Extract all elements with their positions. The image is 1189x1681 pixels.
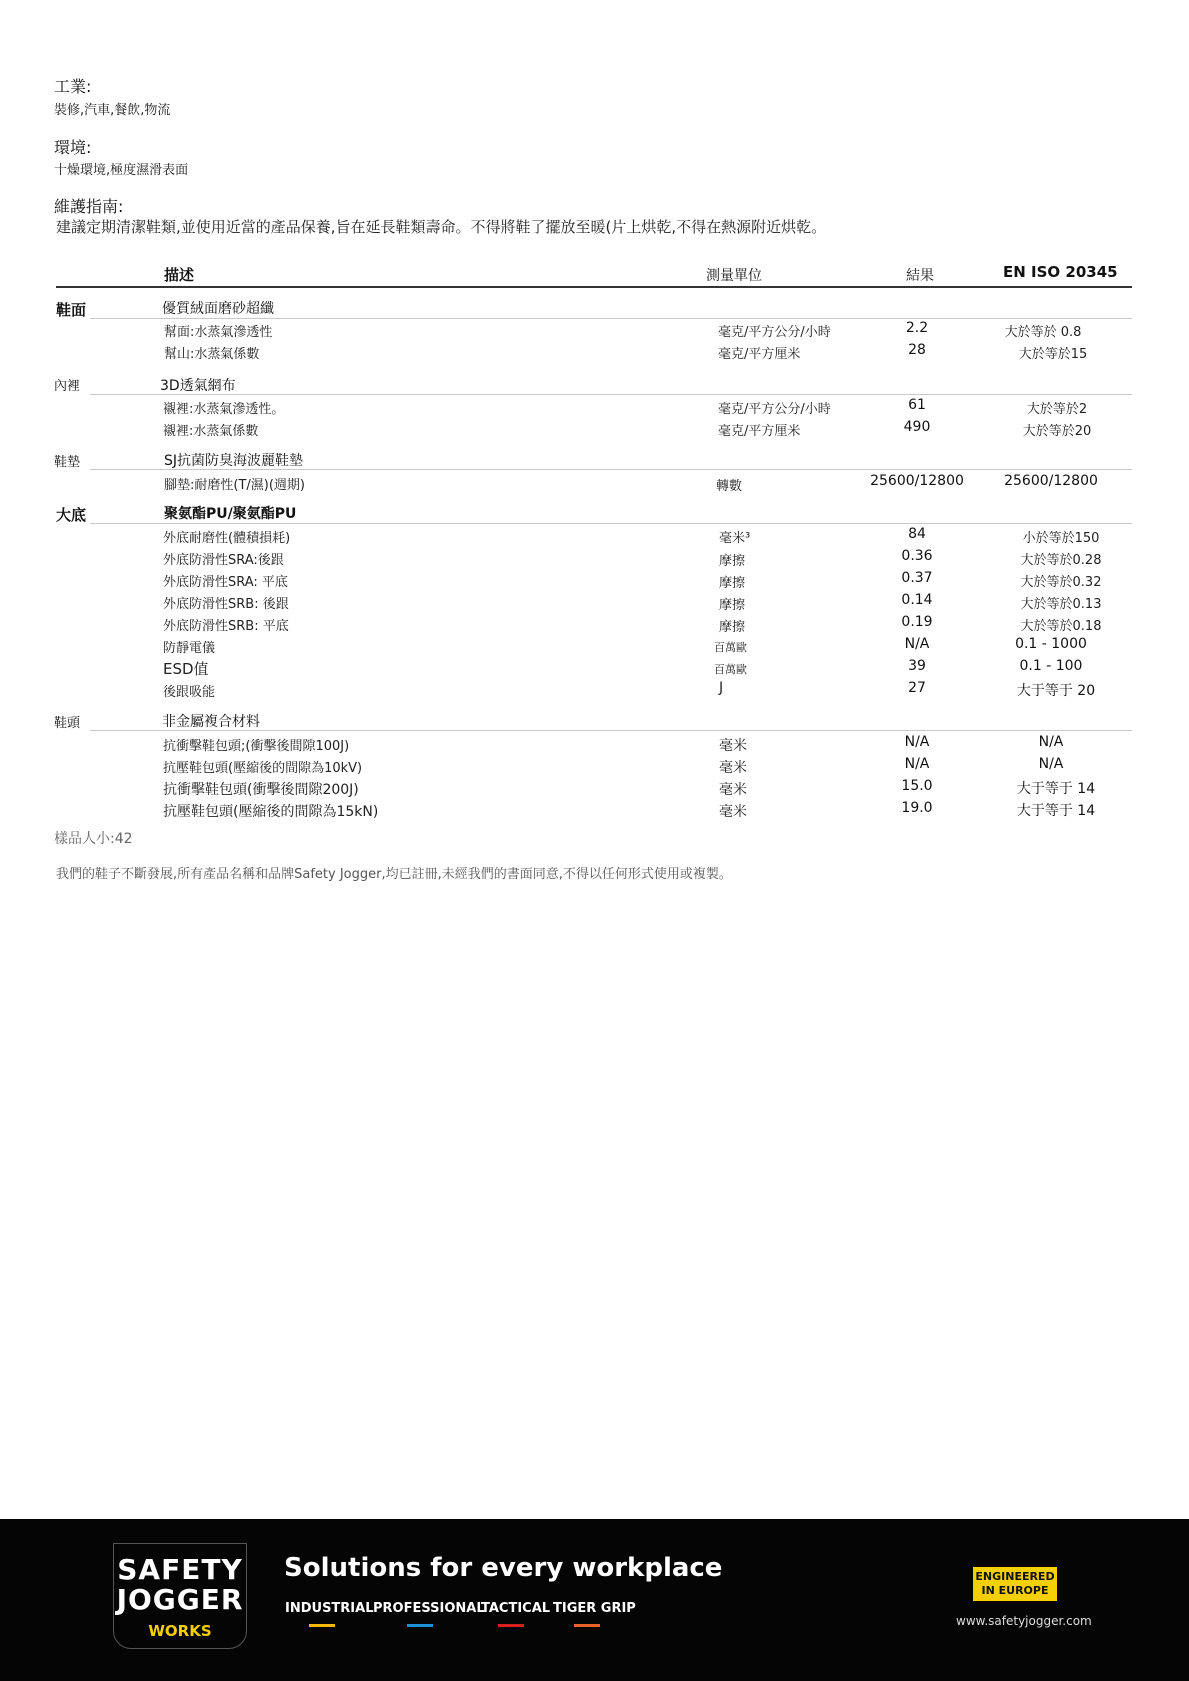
nav-professional-underline — [407, 1624, 433, 1627]
nav-tactical[interactable]: TACTICAL — [481, 1601, 551, 1616]
header-description: 描述 — [164, 266, 195, 284]
row-desc: ESD值 — [163, 660, 209, 678]
material-upper: 優質絨面磨砂超纖 — [162, 301, 274, 317]
row-result: 25600/12800 — [870, 473, 964, 489]
row-unit: 毫米 — [719, 804, 747, 820]
row-result: 490 — [903, 419, 931, 435]
row-desc: 外底防滑性SRB: 平底 — [163, 619, 289, 634]
nav-industrial-underline — [309, 1624, 335, 1627]
row-standard: 大於等於0.32 — [1020, 575, 1102, 590]
row-standard: 大於等於0.13 — [1020, 597, 1102, 612]
category-toecap: 鞋頭 — [54, 716, 81, 731]
website-link[interactable]: www.safetyjogger.com — [956, 1614, 1092, 1628]
row-standard: 大於等於20 — [1022, 424, 1092, 439]
logo-text-line2: JOGGER — [116, 1583, 244, 1616]
row-result: N/A — [904, 734, 930, 750]
row-standard: N/A — [1038, 756, 1064, 772]
section-rule — [90, 318, 1132, 319]
row-desc: 防靜電儀 — [163, 641, 216, 656]
row-desc: 外底防滑性SRA:後跟 — [163, 553, 284, 568]
row-unit: 摩擦 — [719, 598, 746, 613]
row-standard: 0.1 - 100 — [1019, 658, 1083, 674]
row-unit: 百萬歐 — [714, 663, 747, 676]
section-rule — [90, 730, 1132, 731]
badge-line1: ENGINEERED — [975, 1570, 1055, 1583]
row-desc: 抗壓鞋包頭(壓縮後的間隙為10kV) — [163, 761, 363, 776]
header-standard: EN ISO 20345 — [1003, 263, 1118, 281]
material-insole: SJ抗菌防臭海波麗鞋墊 — [164, 453, 304, 469]
row-desc: 後跟吸能 — [163, 685, 216, 700]
care-body: 建議定期清潔鞋類,並使用近當的產品保養,旨在延長鞋類壽命。不得將鞋了擺放至暖(片上烘乾,不得在熱源附近烘乾。 — [56, 218, 827, 236]
category-outsole: 大底 — [56, 506, 87, 524]
logo-text-line3: WORKS — [148, 1622, 212, 1640]
row-standard: 大于等于 14 — [1016, 781, 1096, 797]
row-result: 28 — [908, 342, 926, 358]
row-result: 61 — [908, 397, 926, 413]
row-unit: 毫米 — [719, 760, 747, 776]
header-unit: 測量單位 — [706, 268, 762, 284]
row-result: N/A — [904, 756, 930, 772]
row-result: 39 — [908, 658, 926, 674]
section-rule — [90, 469, 1132, 470]
row-desc: 抗壓鞋包頭(壓縮後的間隙為15kN) — [163, 804, 379, 820]
row-result: 2.2 — [905, 320, 929, 336]
row-standard: N/A — [1038, 734, 1064, 750]
row-result: 27 — [908, 680, 926, 696]
row-result: 15.0 — [901, 778, 933, 794]
row-standard: 大於等於15 — [1018, 347, 1088, 362]
sample-size: 樣品人小:42 — [54, 831, 133, 847]
row-unit: 百萬歐 — [714, 641, 747, 654]
row-result: 84 — [908, 526, 926, 542]
row-standard: 大於等於 0.8 — [1004, 325, 1082, 340]
row-unit: 摩擦 — [719, 620, 746, 635]
row-unit: J — [719, 680, 724, 696]
section-rule — [90, 394, 1132, 395]
row-standard: 大於等於2 — [1026, 402, 1088, 417]
logo-text-line1: SAFETY — [117, 1553, 243, 1586]
nav-tactical-underline — [498, 1624, 524, 1627]
category-lining: 內裡 — [54, 379, 81, 394]
badge-line2: IN EUROPE — [981, 1584, 1049, 1597]
care-title: 維護指南: — [54, 197, 124, 216]
row-desc: 幫山:水蒸氣係數 — [164, 347, 260, 362]
header-rule — [56, 286, 1132, 288]
row-unit: 毫米 — [719, 738, 747, 754]
section-rule — [90, 523, 1132, 524]
row-unit: 毫米³ — [719, 531, 751, 546]
environment-body: 十燥環境,極度濕滑表面 — [54, 163, 189, 178]
row-unit: 毫克/平方厘米 — [718, 424, 801, 439]
row-unit: 摩擦 — [719, 554, 746, 569]
material-lining: 3D透氣網布 — [160, 378, 236, 394]
engineered-in-europe-badge — [973, 1567, 1057, 1601]
row-desc: 外底防滑性SRB: 後跟 — [163, 597, 289, 612]
row-result: 19.0 — [901, 800, 933, 816]
row-desc: 外底耐磨性(體積損耗) — [163, 531, 291, 546]
row-result: N/A — [904, 636, 930, 652]
row-result: 0.19 — [901, 614, 933, 630]
row-desc: 外底防滑性SRA: 平底 — [163, 575, 288, 590]
row-standard: 25600/12800 — [1004, 473, 1098, 489]
row-standard: 大于等于 20 — [1016, 683, 1096, 699]
industry-title: 工業: — [54, 77, 92, 96]
row-standard: 大於等於0.18 — [1020, 619, 1102, 634]
row-unit: 轉數 — [716, 479, 743, 494]
industry-body: 裝修,汽車,餐飲,物流 — [54, 103, 171, 118]
row-desc: 襯裡:水蒸氣滲透性。 — [163, 402, 285, 417]
row-desc: 抗衝擊鞋包頭(衝擊後間隙200J) — [163, 782, 359, 798]
row-desc: 襯裡:水蒸氣係數 — [163, 424, 259, 439]
environment-title: 環境: — [54, 138, 92, 157]
row-desc: 腳墊:耐磨性(T/濕)(週期) — [164, 478, 305, 493]
header-result: 結果 — [906, 268, 934, 284]
nav-professional[interactable]: PROFESSIONAL — [373, 1601, 485, 1616]
nav-tiger-grip[interactable]: TIGER GRIP — [553, 1601, 636, 1616]
row-result: 0.14 — [901, 592, 933, 608]
tagline: Solutions for every workplace — [284, 1553, 723, 1583]
nav-industrial[interactable]: INDUSTRIAL — [285, 1601, 374, 1616]
row-standard: 小於等於150 — [1022, 531, 1100, 546]
material-toecap: 非金屬複合材料 — [162, 714, 260, 730]
row-unit: 毫克/平方公分/小時 — [718, 402, 831, 417]
row-unit: 毫克/平方厘米 — [718, 347, 801, 362]
row-unit: 摩擦 — [719, 576, 746, 591]
material-outsole: 聚氨酯PU/聚氨酯PU — [164, 506, 297, 522]
row-result: 0.36 — [901, 548, 933, 564]
row-standard: 大于等于 14 — [1016, 803, 1096, 819]
disclaimer: 我們的鞋子不斷發展,所有產品名稱和品牌Safety Jogger,均已註冊,未經我們的書面同意,不得以任何形式使用或複製。 — [56, 867, 732, 882]
footer — [0, 1519, 1189, 1681]
category-insole: 鞋墊 — [54, 455, 81, 470]
row-desc: 抗衝擊鞋包頭;(衝擊後間隙100J) — [163, 739, 350, 754]
row-standard: 大於等於0.28 — [1020, 553, 1102, 568]
row-unit: 毫克/平方公分/小時 — [718, 325, 831, 340]
row-desc: 幫面:水蒸氣滲透性 — [164, 325, 273, 340]
row-standard: 0.1 - 1000 — [1015, 636, 1087, 652]
brand-logo[interactable] — [113, 1543, 247, 1649]
row-result: 0.37 — [901, 570, 933, 586]
row-unit: 毫米 — [719, 782, 747, 798]
category-upper: 鞋面 — [56, 301, 87, 319]
nav-tiger-grip-underline — [574, 1624, 600, 1627]
